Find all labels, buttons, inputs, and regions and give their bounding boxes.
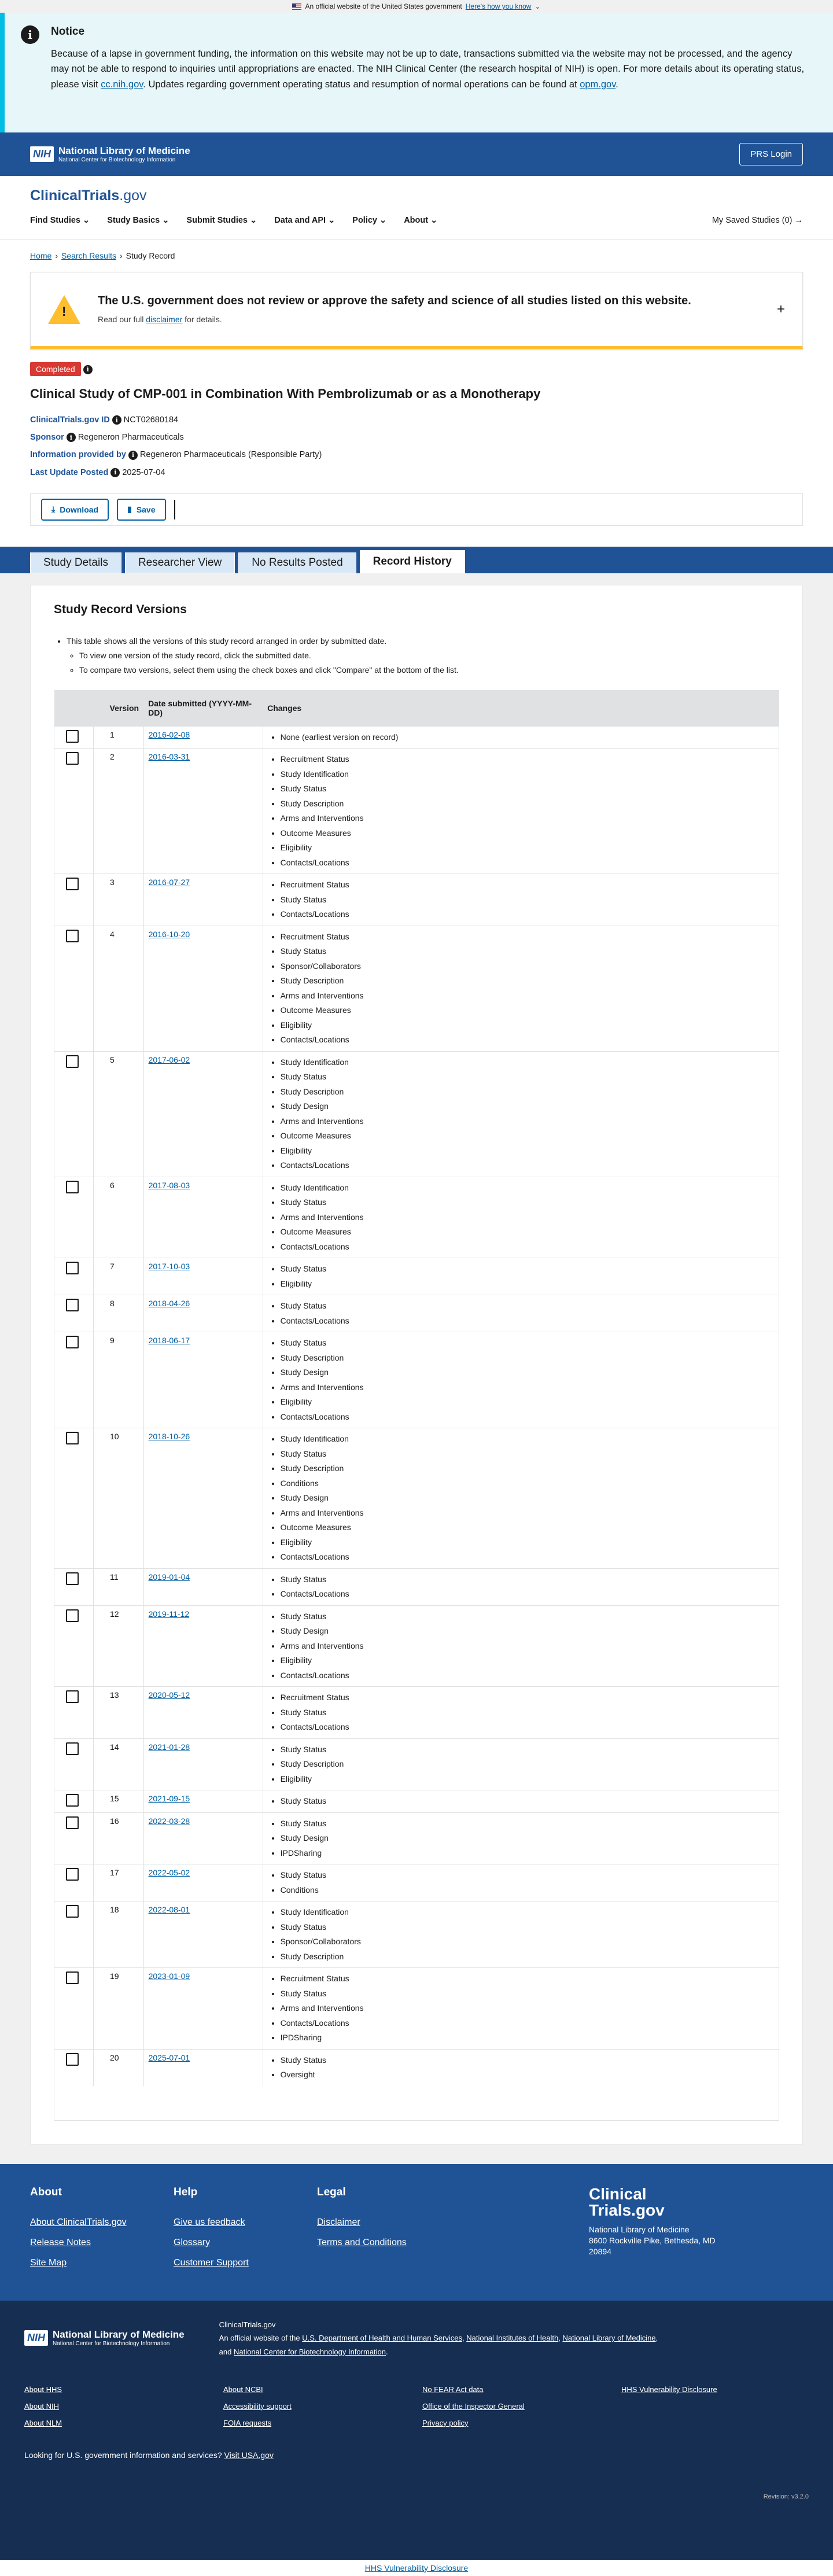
change-item: • Arms and Interventions bbox=[281, 2001, 774, 2016]
changes-list bbox=[281, 1572, 774, 1602]
change-item: • Conditions bbox=[281, 1476, 774, 1491]
info-icon[interactable]: i bbox=[83, 365, 93, 374]
tab-researcher-view[interactable]: Researcher View bbox=[125, 552, 235, 573]
change-item: • Study Design bbox=[281, 1365, 774, 1380]
version-number: 2 bbox=[94, 749, 144, 874]
change-item: • Eligibility bbox=[281, 841, 774, 856]
change-item: • Contacts/Locations bbox=[281, 1033, 774, 1048]
change-item: • Recruitment Status bbox=[281, 930, 774, 945]
accessibility-link[interactable]: Accessibility support bbox=[223, 2401, 292, 2411]
info-icon[interactable]: i bbox=[112, 415, 121, 425]
nav-find-studies[interactable]: Find Studies ⌄ bbox=[30, 216, 90, 225]
change-item: • Contacts/Locations bbox=[281, 1587, 774, 1602]
table-row bbox=[54, 1295, 779, 1332]
version-number: 10 bbox=[94, 1428, 144, 1569]
table-row bbox=[54, 1687, 779, 1739]
gov-banner bbox=[0, 0, 833, 13]
change-item: • Study Status bbox=[281, 1195, 774, 1210]
hhs-link[interactable]: U.S. Department of Health and Human Services bbox=[302, 2334, 462, 2343]
info-icon: i bbox=[21, 25, 39, 44]
last-update-value: 2025-07-04 bbox=[122, 467, 165, 477]
version-number: 20 bbox=[94, 2049, 144, 2086]
changes-list bbox=[281, 1336, 774, 1424]
change-item: • Eligibility bbox=[281, 1395, 774, 1410]
changes-list bbox=[281, 1299, 774, 1328]
change-item: • Recruitment Status bbox=[281, 1690, 774, 1705]
change-item: • Contacts/Locations bbox=[281, 907, 774, 922]
change-item: • Study Status bbox=[281, 944, 774, 959]
change-item: • Study Design bbox=[281, 1099, 774, 1114]
nlm-bar bbox=[0, 132, 833, 176]
main-nav bbox=[30, 216, 803, 225]
changes-list bbox=[281, 1742, 774, 1787]
usa-gov-link[interactable]: Visit USA.gov bbox=[224, 2450, 274, 2460]
table-row bbox=[54, 749, 779, 874]
table-row bbox=[54, 1568, 779, 1605]
version-date-link[interactable]: 2022-03-28 bbox=[148, 1816, 190, 1826]
info-icon[interactable]: i bbox=[67, 433, 76, 442]
table-row bbox=[54, 1790, 779, 1813]
site-footer bbox=[0, 2164, 833, 2301]
version-checkbox[interactable] bbox=[66, 1262, 79, 1274]
version-number: 7 bbox=[94, 1258, 144, 1295]
table-row bbox=[54, 874, 779, 926]
cc-nih-link[interactable]: cc.nih.gov bbox=[101, 79, 143, 90]
nav-submit-studies[interactable]: Submit Studies ⌄ bbox=[186, 216, 257, 225]
version-checkbox[interactable] bbox=[66, 1794, 79, 1807]
change-item: • Contacts/Locations bbox=[281, 856, 774, 871]
changes-list bbox=[281, 1690, 774, 1735]
change-item: • Arms and Interventions bbox=[281, 989, 774, 1004]
my-saved-studies-link[interactable]: My Saved Studies (0) → bbox=[712, 216, 803, 225]
table-row bbox=[54, 726, 779, 749]
official-site-text: ClinicalTrials.gov An official website of the U.S. Department of Health and Human Services, National Institutes of Health, National Library of Medicine, and National Center for Biotechnology Information. bbox=[219, 2320, 658, 2356]
change-item: • Study Status bbox=[281, 1816, 774, 1831]
version-date-link[interactable]: 2018-04-26 bbox=[148, 1299, 190, 1309]
version-date-link[interactable]: 2020-05-12 bbox=[148, 1690, 190, 1700]
version-checkbox[interactable] bbox=[66, 1690, 79, 1703]
version-checkbox[interactable] bbox=[66, 1336, 79, 1348]
disclaimer-text: Read our full disclaimer for details. bbox=[98, 315, 222, 324]
change-item: • None (earliest version on record) bbox=[281, 730, 774, 745]
changes-list bbox=[281, 752, 774, 870]
change-item: • Arms and Interventions bbox=[281, 1380, 774, 1395]
footer-legal-title: Legal bbox=[317, 2186, 346, 2198]
change-item: • Study Status bbox=[281, 1794, 774, 1809]
version-checkbox[interactable] bbox=[66, 930, 79, 942]
version-date-link[interactable]: 2017-06-02 bbox=[148, 1055, 190, 1064]
status-badge: Completed bbox=[30, 362, 81, 376]
disclaimer-alert bbox=[30, 272, 803, 349]
version-checkbox[interactable] bbox=[66, 878, 79, 890]
changes-list bbox=[281, 1055, 774, 1173]
version-number: 13 bbox=[94, 1687, 144, 1739]
change-item: • Recruitment Status bbox=[281, 752, 774, 767]
change-item: • Study Status bbox=[281, 2053, 774, 2068]
version-checkbox[interactable] bbox=[66, 1181, 79, 1193]
change-item: • Study Status bbox=[281, 1705, 774, 1720]
version-checkbox[interactable] bbox=[66, 1971, 79, 1984]
table-row bbox=[54, 1332, 779, 1428]
table-row bbox=[54, 926, 779, 1051]
change-item: • Study Identification bbox=[281, 767, 774, 782]
disclaimer-link[interactable]: disclaimer bbox=[146, 315, 183, 324]
table-row bbox=[54, 1864, 779, 1901]
footer-release-notes-link[interactable]: Release Notes bbox=[30, 2237, 91, 2247]
table-row bbox=[54, 1901, 779, 1968]
table-row bbox=[54, 1738, 779, 1790]
privacy-link[interactable]: Privacy policy bbox=[422, 2418, 469, 2427]
change-item: • Outcome Measures bbox=[281, 1225, 774, 1240]
change-item: • Study Status bbox=[281, 1920, 774, 1935]
about-ncbi-link[interactable]: About NCBI bbox=[223, 2385, 263, 2394]
change-item: • Arms and Interventions bbox=[281, 1114, 774, 1129]
change-item: • Outcome Measures bbox=[281, 1129, 774, 1144]
footer-logo: Clinical Trials.gov National Library of Medicine 8600 Rockville Pike, Bethesda, MD 20894 bbox=[589, 2184, 716, 2256]
changes-list bbox=[281, 1609, 774, 1683]
change-item: • IPDSharing bbox=[281, 1846, 774, 1861]
sponsor-value: Regeneron Pharmaceuticals bbox=[78, 433, 184, 443]
warning-icon: ! bbox=[48, 295, 80, 324]
nav-data-api[interactable]: Data and API ⌄ bbox=[274, 216, 336, 225]
footer-about-link[interactable]: About ClinicalTrials.gov bbox=[30, 2217, 127, 2227]
change-item: • Study Status bbox=[281, 1447, 774, 1462]
table-row bbox=[54, 1258, 779, 1295]
version-date-link[interactable]: 2016-02-08 bbox=[148, 729, 190, 739]
nlm-logo[interactable] bbox=[30, 145, 190, 163]
nav-study-basics[interactable]: Study Basics ⌄ bbox=[107, 216, 169, 225]
change-item: • Sponsor/Collaborators bbox=[281, 959, 774, 974]
version-number: 14 bbox=[94, 1738, 144, 1790]
col-date-header: Date submitted (YYYY-MM-DD) bbox=[143, 690, 263, 726]
nct-id: NCT02680184 bbox=[123, 415, 179, 425]
site-header bbox=[0, 176, 833, 239]
change-item: • Study Status bbox=[281, 1299, 774, 1314]
changes-list bbox=[281, 1905, 774, 1964]
change-item: • Study Identification bbox=[281, 1905, 774, 1920]
chevron-down-icon: ⌄ bbox=[535, 2, 541, 10]
us-flag-icon bbox=[292, 3, 301, 10]
agency-footer bbox=[0, 2301, 833, 2560]
change-item: • Study Status bbox=[281, 1609, 774, 1624]
study-title: Clinical Study of CMP-001 in Combination With Pembrolizumab or as a Monotherapy bbox=[30, 386, 541, 401]
breadcrumb-home[interactable]: Home bbox=[30, 251, 52, 260]
version-date-link[interactable]: 2019-11-12 bbox=[148, 1609, 190, 1619]
change-item: • Study Description bbox=[281, 974, 774, 989]
clinicaltrials-logo[interactable]: ClinicalTrials.gov bbox=[30, 187, 147, 204]
study-meta bbox=[30, 415, 803, 477]
version-checkbox[interactable] bbox=[66, 1055, 79, 1068]
expand-plus-icon[interactable]: + bbox=[776, 301, 785, 317]
changes-list bbox=[281, 1432, 774, 1565]
version-number: 15 bbox=[94, 1790, 144, 1813]
change-item: • Oversight bbox=[281, 2068, 774, 2083]
version-date-link[interactable]: 2016-10-20 bbox=[148, 929, 190, 939]
tab-study-details[interactable]: Study Details bbox=[30, 552, 121, 573]
footer-nlm-logo[interactable]: NIH National Library of Medicine National Center for Biotechnology Information bbox=[24, 2318, 185, 2358]
col-changes-header: Changes bbox=[263, 690, 779, 726]
study-toolbar bbox=[30, 493, 803, 526]
notice-body: Because of a lapse in government funding, the information on this website may not be up to date, transactions submitted via the website may not be processed, and the agency may not be able to respond to inquiries until appropriations are enacted. The NIH Clinical Center (the research hospital of NIH) is open. For more details about its operating status, please visit cc.nih.gov. Updates regarding government operating status and resumption of normal operations can be found at opm.gov. bbox=[51, 49, 805, 90]
change-item: • Study Design bbox=[281, 1624, 774, 1639]
info-icon[interactable]: i bbox=[110, 468, 120, 477]
change-item: • Sponsor/Collaborators bbox=[281, 1934, 774, 1949]
nih-link[interactable]: National Institutes of Health bbox=[466, 2334, 559, 2343]
change-item: • Eligibility bbox=[281, 1772, 774, 1787]
change-item: • Study Identification bbox=[281, 1055, 774, 1070]
inspector-general-link[interactable]: Office of the Inspector General bbox=[422, 2401, 525, 2411]
nct-id-label: ClinicalTrials.gov ID bbox=[30, 415, 110, 425]
change-item: • Study Description bbox=[281, 1351, 774, 1366]
versions-title: Study Record Versions bbox=[54, 602, 187, 616]
change-item: • Eligibility bbox=[281, 1018, 774, 1033]
version-date-link[interactable]: 2018-10-26 bbox=[148, 1432, 190, 1442]
hhs-vulnerability-link[interactable]: HHS Vulnerability Disclosure bbox=[621, 2385, 717, 2394]
version-checkbox[interactable] bbox=[66, 730, 79, 743]
version-checkbox[interactable] bbox=[66, 1868, 79, 1881]
save-button[interactable]: ▮ Save bbox=[117, 499, 165, 521]
change-item: • Study Design bbox=[281, 1491, 774, 1506]
version-number: 18 bbox=[94, 1901, 144, 1968]
usa-gov-text: Looking for U.S. government information and services? Visit USA.gov bbox=[24, 2450, 274, 2460]
footer-glossary-link[interactable]: Glossary bbox=[174, 2237, 211, 2247]
table-row bbox=[54, 2049, 779, 2086]
version-checkbox[interactable] bbox=[66, 752, 79, 765]
version-date-link[interactable]: 2022-05-02 bbox=[148, 1868, 190, 1878]
col-version-header: Version bbox=[94, 690, 144, 726]
change-item: • Study Status bbox=[281, 1572, 774, 1587]
version-number: 8 bbox=[94, 1295, 144, 1332]
change-item: • Eligibility bbox=[281, 1653, 774, 1668]
version-number: 1 bbox=[94, 726, 144, 749]
opm-link[interactable]: opm.gov bbox=[580, 79, 616, 90]
ncbi-link[interactable]: National Center for Biotechnology Information bbox=[233, 2347, 386, 2356]
change-item: • Study Status bbox=[281, 782, 774, 797]
breadcrumb: Home › Search Results › Study Record bbox=[0, 239, 833, 272]
no-fear-act-link[interactable]: No FEAR Act data bbox=[422, 2385, 484, 2394]
version-date-link[interactable]: 2016-07-27 bbox=[148, 878, 190, 887]
sponsor-label: Sponsor bbox=[30, 433, 64, 443]
record-versions-card bbox=[30, 585, 803, 2144]
change-item: • Outcome Measures bbox=[281, 1520, 774, 1535]
version-date-link[interactable]: 2023-01-09 bbox=[148, 1971, 190, 1981]
disclaimer-title: The U.S. government does not review or approve the safety and science of all studies listed on this website. bbox=[98, 294, 691, 307]
changes-list bbox=[281, 878, 774, 922]
changes-list bbox=[281, 2053, 774, 2083]
change-item: • Arms and Interventions bbox=[281, 1639, 774, 1654]
change-item: • Contacts/Locations bbox=[281, 1314, 774, 1329]
change-item: • Study Status bbox=[281, 1336, 774, 1351]
version-number: 19 bbox=[94, 1968, 144, 2050]
footer-disclaimer-link[interactable]: Disclaimer bbox=[317, 2217, 360, 2227]
change-item: • Arms and Interventions bbox=[281, 1506, 774, 1521]
change-item: • Contacts/Locations bbox=[281, 1668, 774, 1683]
change-item: • Conditions bbox=[281, 1883, 774, 1898]
version-number: 11 bbox=[94, 1568, 144, 1605]
about-nlm-link[interactable]: About NLM bbox=[24, 2418, 62, 2427]
toolbar-divider bbox=[174, 500, 175, 519]
table-row bbox=[54, 1812, 779, 1864]
info-icon[interactable]: i bbox=[128, 451, 138, 460]
provided-by-label: Information provided by bbox=[30, 450, 126, 460]
nlm-name: National Library of Medicine bbox=[58, 145, 190, 156]
version-number: 9 bbox=[94, 1332, 144, 1428]
change-item: • Study Status bbox=[281, 1742, 774, 1757]
version-number: 5 bbox=[94, 1051, 144, 1177]
nav-policy[interactable]: Policy ⌄ bbox=[352, 216, 387, 225]
change-item: • Arms and Interventions bbox=[281, 811, 774, 826]
changes-list bbox=[281, 730, 774, 745]
version-checkbox[interactable] bbox=[66, 1299, 79, 1311]
nlm-link[interactable]: National Library of Medicine bbox=[562, 2334, 656, 2343]
footer-help-title: Help bbox=[174, 2186, 198, 2198]
change-item: • Contacts/Locations bbox=[281, 2016, 774, 2031]
footer-terms-link[interactable]: Terms and Conditions bbox=[317, 2237, 407, 2247]
revision-text: Revision: v3.2.0 bbox=[763, 2493, 809, 2500]
versions-table bbox=[54, 690, 779, 2086]
provided-by-value: Regeneron Pharmaceuticals (Responsible Party) bbox=[139, 450, 322, 460]
tab-record-history[interactable]: Record History bbox=[360, 550, 465, 573]
about-hhs-link[interactable]: About HHS bbox=[24, 2385, 62, 2394]
change-item: • Study Status bbox=[281, 893, 774, 908]
table-row bbox=[54, 1968, 779, 2050]
foia-link[interactable]: FOIA requests bbox=[223, 2418, 272, 2427]
version-date-link[interactable]: 2022-08-01 bbox=[148, 1905, 190, 1915]
change-item: • Eligibility bbox=[281, 1535, 774, 1550]
change-item: • Recruitment Status bbox=[281, 1971, 774, 1987]
change-item: • Study Status bbox=[281, 1070, 774, 1085]
version-checkbox[interactable] bbox=[66, 1816, 79, 1829]
version-checkbox[interactable] bbox=[66, 2053, 79, 2066]
table-row bbox=[54, 1051, 779, 1177]
table-row bbox=[54, 1605, 779, 1687]
version-checkbox[interactable] bbox=[66, 1905, 79, 1918]
changes-list bbox=[281, 1181, 774, 1255]
changes-list bbox=[281, 1868, 774, 1897]
notice-title: Notice bbox=[51, 25, 85, 38]
download-button[interactable]: ⤓ Download bbox=[41, 499, 109, 521]
change-item: • Outcome Measures bbox=[281, 826, 774, 841]
version-checkbox[interactable] bbox=[66, 1572, 79, 1585]
change-item: • Arms and Interventions bbox=[281, 1210, 774, 1225]
version-number: 6 bbox=[94, 1177, 144, 1258]
change-item: • Recruitment Status bbox=[281, 878, 774, 893]
change-item: • Eligibility bbox=[281, 1277, 774, 1292]
change-item: • Study Description bbox=[281, 1757, 774, 1772]
download-icon: ⤓ bbox=[51, 504, 56, 514]
nih-logo-icon: NIH bbox=[30, 146, 54, 162]
change-item: • Eligibility bbox=[281, 1144, 774, 1159]
bookmark-icon: ▮ bbox=[127, 504, 132, 514]
change-item: • Study Identification bbox=[281, 1181, 774, 1196]
footer-support-link[interactable]: Customer Support bbox=[174, 2257, 249, 2268]
footer-site-map-link[interactable]: Site Map bbox=[30, 2257, 67, 2268]
change-item: • Study Description bbox=[281, 1085, 774, 1100]
change-item: • Study Description bbox=[281, 1461, 774, 1476]
version-number: 3 bbox=[94, 874, 144, 926]
version-date-link[interactable]: 2025-07-01 bbox=[148, 2052, 190, 2062]
change-item: • Study Status bbox=[281, 1262, 774, 1277]
change-item: • Study Status bbox=[281, 1868, 774, 1883]
change-item: • Study Design bbox=[281, 1831, 774, 1846]
version-checkbox[interactable] bbox=[66, 1609, 79, 1622]
version-number: 12 bbox=[94, 1605, 144, 1687]
changes-list bbox=[281, 1816, 774, 1861]
version-date-link[interactable]: 2021-01-28 bbox=[148, 1742, 190, 1752]
version-checkbox[interactable] bbox=[66, 1742, 79, 1755]
change-item: • Study Identification bbox=[281, 1432, 774, 1447]
footer-feedback-link[interactable]: Give us feedback bbox=[174, 2217, 245, 2227]
change-item: • Study Description bbox=[281, 797, 774, 812]
about-nih-link[interactable]: About NIH bbox=[24, 2401, 59, 2411]
breadcrumb-search-results[interactable]: Search Results bbox=[61, 251, 116, 260]
changes-list bbox=[281, 930, 774, 1048]
tab-no-results-posted[interactable]: No Results Posted bbox=[238, 552, 356, 573]
footer-about-title: About bbox=[30, 2186, 62, 2198]
notice-banner bbox=[0, 13, 833, 132]
change-item: • Contacts/Locations bbox=[281, 1158, 774, 1173]
version-number: 16 bbox=[94, 1812, 144, 1864]
heres-how-you-know-link[interactable]: Here's how you know bbox=[465, 2, 532, 10]
version-number: 4 bbox=[94, 926, 144, 1051]
last-update-label: Last Update Posted bbox=[30, 467, 109, 477]
change-item: • Study Status bbox=[281, 1987, 774, 2002]
change-item: • Contacts/Locations bbox=[281, 1550, 774, 1565]
change-item: • Contacts/Locations bbox=[281, 1240, 774, 1255]
version-date-link[interactable]: 2021-09-15 bbox=[148, 1794, 190, 1804]
version-date-link[interactable]: 2017-10-03 bbox=[148, 1262, 190, 1272]
nih-logo-icon: NIH bbox=[24, 2330, 48, 2346]
changes-list bbox=[281, 1794, 774, 1809]
change-item: • Outcome Measures bbox=[281, 1003, 774, 1018]
table-row bbox=[54, 1177, 779, 1258]
change-item: • Contacts/Locations bbox=[281, 1410, 774, 1425]
bottom-strip bbox=[0, 2560, 833, 2576]
nav-about[interactable]: About ⌄ bbox=[404, 216, 438, 225]
change-item: • IPDSharing bbox=[281, 2030, 774, 2046]
changes-list bbox=[281, 1262, 774, 1291]
version-checkbox[interactable] bbox=[66, 1432, 79, 1444]
study-tabs bbox=[0, 547, 833, 573]
version-date-link[interactable]: 2017-08-03 bbox=[148, 1180, 190, 1190]
ncbi-name: National Center for Biotechnology Information bbox=[58, 157, 176, 163]
prs-login-button[interactable]: PRS Login bbox=[739, 143, 803, 165]
version-date-link[interactable]: 2016-03-31 bbox=[148, 752, 190, 762]
version-number: 17 bbox=[94, 1864, 144, 1901]
changes-list bbox=[281, 1971, 774, 2046]
version-date-link[interactable]: 2018-06-17 bbox=[148, 1336, 190, 1346]
versions-instructions: • This table shows all the versions of this study record arranged in order by submitted date. ◦ To view one version of the study record, click the submitted date. ◦ To compare two versions, select them using the check boxes and click "Compare" at the bottom of the list. bbox=[67, 634, 779, 678]
table-footer bbox=[54, 2086, 779, 2121]
version-date-link[interactable]: 2019-01-04 bbox=[148, 1572, 190, 1582]
change-item: • Study Description bbox=[281, 1949, 774, 1965]
change-item: • Contacts/Locations bbox=[281, 1720, 774, 1735]
agency-links bbox=[24, 2385, 809, 2427]
gov-banner-text: An official website of the United States government bbox=[305, 2, 462, 10]
table-row bbox=[54, 1428, 779, 1569]
breadcrumb-current: Study Record bbox=[126, 251, 175, 260]
bottom-vulnerability-link[interactable]: HHS Vulnerability Disclosure bbox=[364, 2563, 469, 2573]
